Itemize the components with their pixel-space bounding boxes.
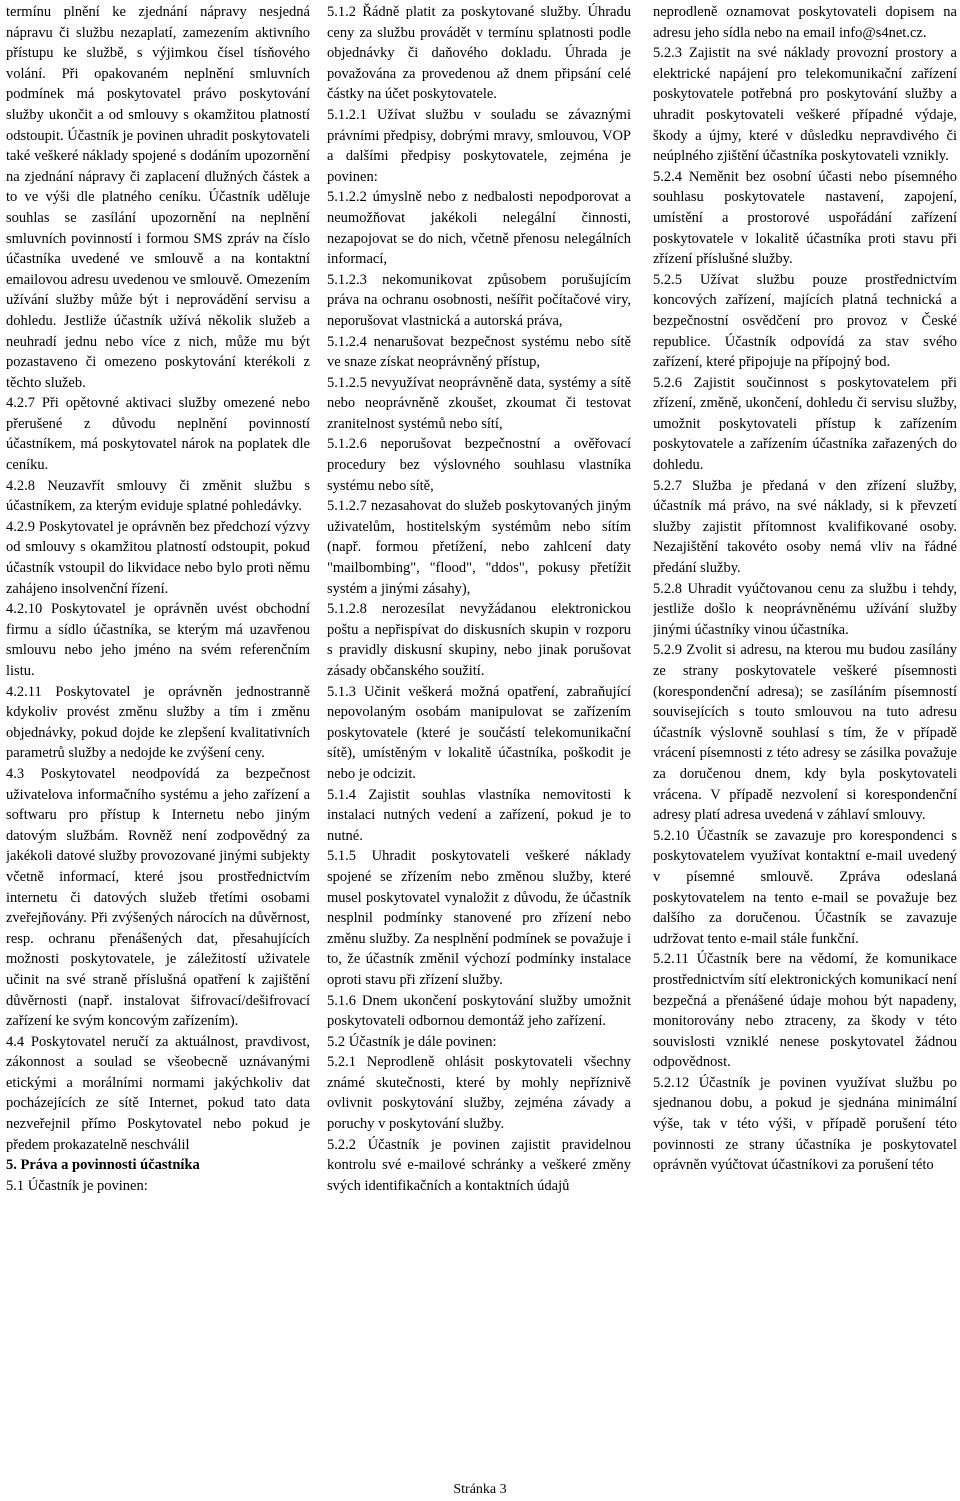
paragraph: 4.2.9 Poskytovatel je oprávněn bez předchozí výzvy od smlouvy s okamžitou platností odstoupit, pokud účastník vstoupil do likvidace nebo bylo proti němu zahájeno insolvenční řízení.: [6, 518, 310, 597]
paragraph: 5.2 Účastník je dále povinen:: [327, 1033, 497, 1050]
paragraph: 5.1.2.5 nevyužívat neoprávněně data, systémy a sítě nebo neoprávněně zkoušet, zkoumat či testovat zranitelnost systémů nebo sítí,: [327, 374, 631, 432]
paragraph: 5.2.4 Neměnit bez osobní účasti nebo písemného souhlasu poskytovatele nastavení, zapojení, umístění a prostorové uspořádání zařízení poskytovatele v lokalitě účastníka proti stavu při zřízení příslušné služby.: [653, 168, 957, 268]
paragraph: 4.2.11 Poskytovatel je oprávněn jednostranně kdykoliv provést změnu služby a tím i změnu objednávky, pokud dojde ke zlepšení kvalitativních parametrů služby a nedojde ke zvýšení ceny.: [6, 683, 310, 762]
section-heading: 5. Práva a povinnosti účastníka: [6, 1157, 200, 1174]
text-column-right: [653, 2, 957, 1457]
paragraph: 5.1.2.1 Užívat službu v souladu se závaznými právními předpisy, dobrými mravy, smlouvou, VOP a dalšími předpisy poskytovatele, zejména je povinen:: [327, 106, 631, 185]
paragraph: 5.1.2.2 úmyslně nebo z nedbalosti nepodporovat a neumožňovat jakékoli nelegální činnosti, nezapojovat se do nich, včetně přenosu nelegálních informací,: [327, 189, 631, 268]
paragraph: 5.1.2.3 nekomunikovat způsobem porušujícím práva na ochranu osobnosti, nešířit počítačové viry, neporušovat vlastnická a autorská práva,: [327, 271, 631, 329]
paragraph: 5.1.4 Zajistit souhlas vlastníka nemovitosti k instalaci nutných vedení a zařízení, pokud je to nutné.: [327, 786, 631, 844]
paragraph: 5.2.11 Účastník bere na vědomí, že komunikace prostřednictvím sítí elektronických komunikací není bezpečná a přenášené údaje mohou být napadeny, monitorovány nebo ztraceny, za škody v této souvislosti vzniklé nenese poskytovatel žádnou odpovědnost.: [653, 951, 957, 1071]
paragraph: 4.2.7 Při opětovné aktivaci služby omezené nebo přerušené z důvodu neplnění povinností účastníkem, má poskytovatel nárok na poplatek dle ceníku.: [6, 395, 310, 474]
paragraph: 5.1.3 Učinit veškerá možná opatření, zabraňující nepovolaným osobám manipulovat se zařízením poskytovatele (které je součástí telekomunikační sítě), umístěným v lokalitě účastníka, poškodit je nebo je odcizit.: [327, 683, 631, 782]
paragraph: 5.2.9 Zvolit si adresu, na kterou mu budou zasílány ze strany poskytovatele veškeré písemnosti (korespondenční adresa); se zasíláním písemností souvisejících s touto smlouvou na tuto adresu účastník výslovně souhlasí s tím, že v případě vrácení písemnosti z této adresy se zásilka považuje za doručenou dnem, kdy byla poskytovateli vrácena. V případě nezvolení si korespondenční adresy platí adresa uvedená v záhlaví smlouvy.: [653, 642, 957, 824]
paragraph: 5.1 Účastník je povinen:: [6, 1177, 148, 1194]
paragraph: 4.3 Poskytovatel neodpovídá za bezpečnost uživatelova informačního systému a jeho zařízení a softwaru pro přístup k Internetu nebo jiným datovým službám. Rovněž není zodpovědný za jakékoli datové služby provozované jinými subjekty včetně informací, které jsou prostřednictvím internetu či datových služeb třetími osobami zveřejňovány. Při zvýšených nárocích na důvěrnost, resp. ochranu přenášených dat, přesahujících možnosti poskytovatele, je záležitostí uživatele učinit na své straně příslušná opatření k zajištění důvěrnosti (např. instalovat šifrovací/dešifrovací zařízení ke svým koncovým zařízením).: [6, 765, 310, 1030]
paragraph: 5.2.1 Neprodleně ohlásit poskytovateli všechny známé skutečnosti, které by mohly nepříznivě ovlivnit poskytování služby, zejména závady a poruchy v poskytování služby.: [327, 1054, 631, 1133]
page-number: Stránka 3: [453, 1482, 507, 1497]
paragraph: 5.2.12 Účastník je povinen využívat službu po sjednanou dobu, a pokud je sjednána minimální výše, tak v této výši, v případě porušení této povinnosti ze strany účastníka je poskytovatel oprávněn vyúčtovat účastníkovi za porušení této: [653, 1074, 957, 1174]
paragraph: neprodleně oznamovat poskytovateli dopisem na adresu jeho sídla nebo na email info@s4net.cz.: [653, 4, 957, 41]
paragraph: 5.1.2.7 nezasahovat do služeb poskytovaných jiným uživatelům, hostitelským systémům nebo sítím (např. formou přetížení, nebo zahlcení daty "mailbombing", "flood", "ddos", pokusy přetížit systém a jinými zásahy),: [327, 498, 631, 597]
paragraph: 4.2.10 Poskytovatel je oprávněn uvést obchodní firmu a sídlo účastníka, se kterým má uzavřenou smlouvu nebo jeho jméno na svém referenčním listu.: [6, 601, 310, 679]
paragraph: 4.4 Poskytovatel neručí za aktuálnost, pravdivost, zákonnost a soulad se všeobecně uznávanými etickými a morálními normami jakýchkoliv dat pocházejících ze sítě Internet, pokud tato data nezveřejnil přímo Poskytovatel nebo pokud je předem prokazatelně neschválil: [6, 1033, 310, 1153]
paragraph: 5.1.2.8 nerozesílat nevyžádanou elektronickou poštu a nepřispívat do diskusních skupin v rozporu s pravidly diskusní skupiny, nebo jinak porušovat zásady občanského soužití.: [327, 601, 631, 679]
paragraph: 4.2.8 Neuzavřít smlouvy či změnit službu s účastníkem, za kterým eviduje splatné pohledávky.: [6, 477, 310, 515]
paragraph: termínu plnění ke zjednání nápravy nesjedná nápravu či službu nezaplatí, zamezením aktivního přístupu ke službě, s výjimkou čísel tísňového volání. Při opakovaném neplnění smluvních podmínek má poskytovatel právo poskytování služby ukončit a od smlouvy s okamžitou platností odstoupit. Účastník je povinen uhradit poskytovateli také veškeré náklady spojené s dodáním upozornění na zjednání nápravy či zaplacení dlužných částek a to ve výši dle platného ceníku. Účastník uděluje souhlas se zasílání upozornění na neplnění smluvních povinností i formou SMS zpráv na číslo účastníka uvedené ve smlouvě a na kontaktní emailovou adresu uvedenou ve smlouvě. Omezením užívání služby může být i neprovádění servisu a dohledu. Jestliže účastník užívá několik služeb a neuhradí jednu nebo více z nich, může mu být pozastaveno či omezeno poskytování kterékoli z těchto služeb.: [6, 4, 310, 391]
paragraph: 5.2.2 Účastník je povinen zajistit pravidelnou kontrolu své e-mailové schránky a veškeré změny svých identifikačních a kontaktních údajů: [327, 1136, 631, 1194]
paragraph: 5.1.2.4 nenarušovat bezpečnost systému nebo sítě ve snaze získat neoprávněný přístup,: [327, 333, 631, 371]
paragraph: 5.1.6 Dnem ukončení poskytování služby umožnit poskytovateli odbornou demontáž jeho zařízení.: [327, 992, 631, 1030]
paragraph: 5.2.10 Účastník se zavazuje pro korespondenci s poskytovatelem využívat kontaktní e-mail uvedený v písemné smlouvě. Zpráva odeslaná poskytovatelem na tento e-mail se považuje bez dalšího za doručenou. Účastník se zavazuje udržovat tento e-mail stále funkční.: [653, 827, 957, 947]
paragraph: 5.1.2.6 neporušovat bezpečnostní a ověřovací procedury bez výslovného souhlasu vlastníka systému nebo sítě,: [327, 436, 631, 494]
text-column-left: [6, 2, 310, 1457]
paragraph: 5.1.5 Uhradit poskytovateli veškeré náklady spojené se zřízením nebo změnou služby, které musel poskytovatel vynaložit z důvodu, že účastník nesplnil podmínky stanovené pro zřízení nebo změnu služby. Za nesplnění podmínek se považuje i to, že účastník změnil výchozí podmínky instalace oproti stavu při zřízení služby.: [327, 848, 631, 988]
paragraph: 5.2.7 Služba je předaná v den zřízení služby, účastník má právo, na své náklady, si k převzetí služby zajistit přítomnost kvalifikované osoby. Nezajištění takovéto osoby nemá vliv na řádné předání služby.: [653, 477, 957, 577]
paragraph: 5.2.8 Uhradit vyúčtovanou cenu za službu i tehdy, jestliže došlo k neoprávněnému užívání služby jinými účastníky vinou účastníka.: [653, 580, 957, 638]
paragraph: 5.2.5 Užívat službu pouze prostřednictvím koncových zařízení, majících platná technická a bezpečnostní osvědčení pro provoz v České republice. Účastník odpovídá za stav svého zařízení, které připojuje na přípojný bod.: [653, 271, 957, 371]
paragraph: 5.2.6 Zajistit součinnost s poskytovatelem při zřízení, změně, ukončení, dohledu či servisu služby, umožnit poskytovateli přístup k zařízením poskytovatele a zařízením účastníka zařazených do dohledu.: [653, 374, 957, 474]
paragraph: 5.1.2 Řádně platit za poskytované služby. Úhradu ceny za službu provádět v termínu splatnosti podle objednávky či daňového dokladu. Úhrada je považována za provedenou až dnem připsání celé částky na účet poskytovatele.: [327, 4, 631, 103]
paragraph: 5.2.3 Zajistit na své náklady provozní prostory a elektrické napájení pro telekomunikační zařízení poskytovatele potřebná pro poskytování služby a uhradit poskytovateli veškeré případné výdaje, škody a újmy, které v důsledku nepravdivého či neúplného zjištění účastníka poskytovateli vznikly.: [653, 45, 957, 165]
text-column-middle: [327, 2, 631, 1457]
